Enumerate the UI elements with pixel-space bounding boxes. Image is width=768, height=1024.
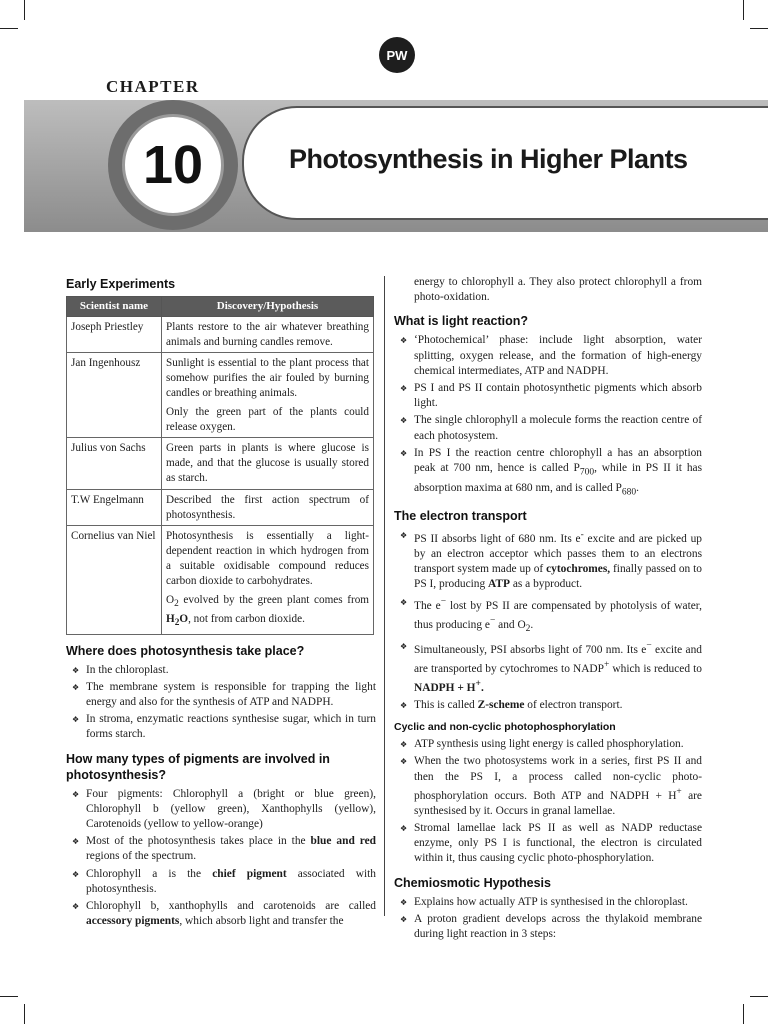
column-divider <box>384 276 385 916</box>
list-item: ❖ ‘Photochemical’ phase: include light absorption, water splitting, oxygen release, and the formation of high-energy chemical intermediates, ATP and NADPH. <box>394 333 702 379</box>
left-column <box>66 276 376 931</box>
table-row <box>67 316 374 353</box>
photophosphorylation-heading: Cyclic and non-cyclic photophosphorylation <box>394 721 616 734</box>
table-row <box>67 438 374 489</box>
table-header-row <box>67 297 374 317</box>
light-reaction-list <box>394 333 702 500</box>
discovery-text: Plants restore to the air whatever breathing animals and burning candles remove. <box>162 316 374 353</box>
list-item: ❖ PS II absorbs light of 680 nm. Its e- excite and are picked up by an electron acceptor which passes them to an electrons transport system made up of cytochromes, finally passed on to PS I, producing ATP as a byproduct. <box>394 528 702 593</box>
discovery-text: Green parts in plants is where glucose is made, and that the glucose is usually stored as starch. <box>162 438 374 489</box>
table-row <box>67 489 374 526</box>
list-item: ❖ The e− lost by PS II are compensated by photolysis of water, thus producing e− and $O_2$. <box>394 595 702 637</box>
scientist-name: Joseph Priestley <box>67 316 162 353</box>
crop-mark <box>24 1004 25 1024</box>
light-reaction-heading: What is light reaction? <box>394 314 529 329</box>
crop-mark <box>750 996 768 997</box>
list-item: ❖ Stromal lamellae lack PS II as well as NADP reductase enzyme, only PS I is functional, the electron is circulated within it, thus causing cyclic photo-phosphorylation. <box>394 821 702 867</box>
list-item: ❖ Chlorophyll a is the chief pigment associated with photosynthesis. <box>66 867 376 897</box>
early-experiments-heading: Early Experiments <box>66 277 176 291</box>
where-list <box>66 663 376 743</box>
chapter-title: Photosynthesis in Higher Plants <box>289 144 688 174</box>
pw-logo: PW <box>379 37 415 73</box>
list-item: ❖ ATP synthesis using light energy is called phosphorylation. <box>394 737 702 752</box>
crop-mark <box>750 28 768 29</box>
electron-transport-list <box>394 528 702 713</box>
crop-mark <box>0 28 18 29</box>
chapter-number: 10 <box>122 114 224 216</box>
list-item: ❖ Chlorophyll b, xanthophylls and carotenoids are called accessory pigments, which absorb light and transfer the <box>66 899 376 929</box>
early-experiments-table <box>66 296 374 635</box>
list-item: ❖ Explains how actually ATP is synthesised in the chloroplast. <box>394 895 702 910</box>
list-item: ❖ In the chloroplast. <box>66 663 376 678</box>
pigments-continuation: energy to chlorophyll a. They also protect chlorophyll a from photo-oxidation. <box>414 276 702 304</box>
list-item: ❖ Four pigments: Chlorophyll a (bright or blue green), Chlorophyll b (yellow green), Xanthophylls (yellow), Carotenoids (yellow to yellow-orange) <box>66 787 376 833</box>
crop-mark <box>24 0 25 20</box>
crop-mark <box>0 996 18 997</box>
crop-mark <box>743 0 744 20</box>
where-heading: Where does photosynthesis take place? <box>66 643 305 658</box>
list-item: ❖ The single chlorophyll a molecule forms the reaction centre of each photosystem. <box>394 413 702 443</box>
list-item: ❖ PS I and PS II contain photosynthetic pigments which absorb light. <box>394 381 702 411</box>
right-column <box>394 275 702 944</box>
list-item: ❖ This is called Z-scheme of electron transport. <box>394 698 702 713</box>
scientist-name: Jan Ingenhousz <box>67 353 162 438</box>
column-header: Scientist name <box>67 297 162 317</box>
scientist-name: Julius von Sachs <box>67 438 162 489</box>
column-header: Discovery/Hypothesis <box>162 297 374 317</box>
table-row <box>67 353 374 438</box>
electron-transport-heading: The electron transport <box>394 509 527 523</box>
pigments-list <box>66 787 376 930</box>
crop-mark <box>743 1004 744 1024</box>
scientist-name: Cornelius van Niel <box>67 526 162 634</box>
list-item: ❖ When the two photosystems work in a series, first PS II and then the PS I, a process called non-cyclic photo-phosphorylation occurs. Both ATP and NADPH + H+ are synthesised by it. Occurs in granal lamellae. <box>394 754 702 819</box>
list-item: ❖ Simultaneously, PSI absorbs light of 700 nm. Its e− excite and are transported by cytochromes to NADP+ which is reduced to NADPH + H+. <box>394 639 702 696</box>
list-item: ❖ In PS I the reaction centre chlorophyll a has an absorption peak at 700 nm, hence is called $P_{700}$, while in PS II it has absorption maxima at 680 nm, and is called $P_{680}$. <box>394 446 702 500</box>
table-row <box>67 526 374 634</box>
pigments-heading: How many types of pigments are involved in photosynthesis? <box>66 751 330 782</box>
chapter-banner <box>24 96 768 234</box>
list-item: ❖ In stroma, enzymatic reactions synthesise sugar, which in turn forms starch. <box>66 712 376 742</box>
list-item: ❖ Most of the photosynthesis takes place in the blue and red regions of the spectrum. <box>66 834 376 864</box>
list-item: ❖ The membrane system is responsible for trapping the light energy and also for the synthesis of ATP and NADPH. <box>66 680 376 710</box>
list-item: ❖ A proton gradient develops across the thylakoid membrane during light reaction in 3 steps: <box>394 912 702 942</box>
discovery-text: Described the first action spectrum of photosynthesis. <box>162 489 374 526</box>
chemiosmotic-heading: Chemiosmotic Hypothesis <box>394 875 551 890</box>
chemiosmotic-list <box>394 895 702 943</box>
chapter-label: CHAPTER <box>106 77 200 96</box>
discovery-text: Photosynthesis is essentially a light-dependent reaction in which hydrogen from a suitable oxidisable compound reduces carbon dioxide to carbohydrates. $O_2$ evolved by the green plant comes from $H_2O$, not from carbon dioxide. <box>162 526 374 634</box>
photophosphorylation-list <box>394 737 702 866</box>
scientist-name: T.W Engelmann <box>67 489 162 526</box>
discovery-text: Sunlight is essential to the plant process that somehow purifies the air fouled by burning candles or breathing animals. Only the green part of the plants could release oxygen. <box>162 353 374 438</box>
